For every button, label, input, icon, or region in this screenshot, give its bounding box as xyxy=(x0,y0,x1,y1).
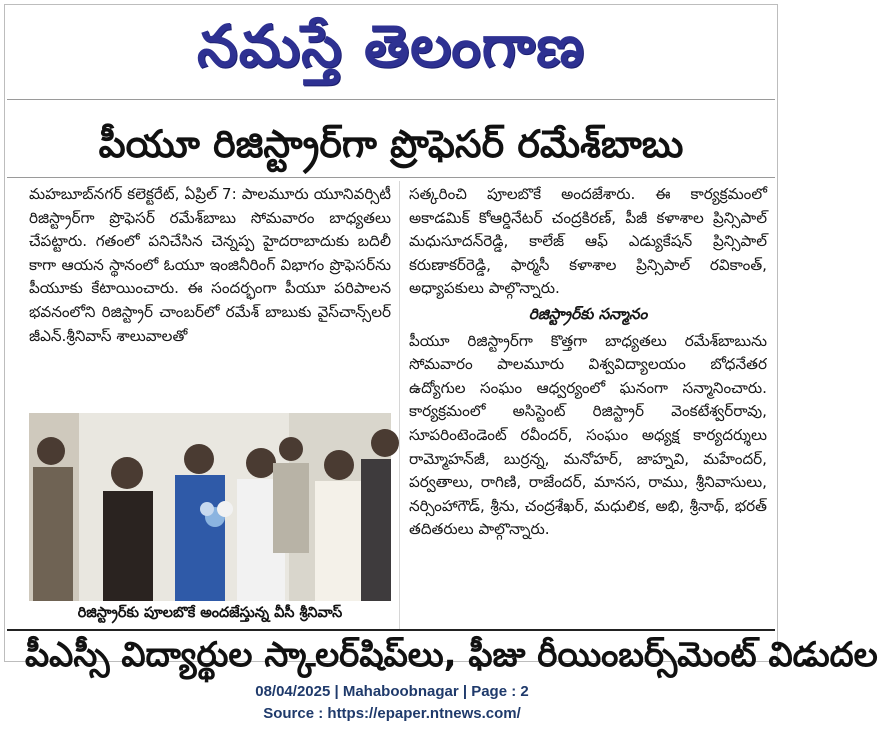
column-divider xyxy=(399,181,400,629)
article-column-left xyxy=(29,183,391,411)
newspaper-clipping xyxy=(4,4,878,675)
footer-source: Source : https://epaper.ntnews.com/ xyxy=(263,705,521,722)
bottom-divider xyxy=(7,629,775,631)
headline-divider xyxy=(7,177,775,178)
article-headline: పీయూ రిజిస్ట్రార్‌గా ప్రొఫెసర్ రమేశ్‌బాబు xyxy=(98,122,684,166)
article-body-left: మహబూబ్‌నగర్ కలెక్టరేట్, ఏప్రిల్ 7: పాలమూరు యూనివర్సిటీ రిజిస్ట్రార్‌గా ప్రొఫెసర్ రమేశ్‌బాబు సోమవారం బాధ్యతలు చేపట్టారు. గతంలో పనిచేసిన చెన్నప్ప హైదరాబాదుకు బదిలీ కాగా ఆయన స్థానంలో ఓయూ ఇంజినీరింగ్ విభాగం ప్రొఫెసర్‌ను పీయూకు కేటాయించారు. ఈ సందర్భంగా పీయూ పరిపాలన భవనంలోని రిజిస్ట్రార్ చాంబర్‌లో రమేశ్ బాబుకు వైస్‌చాన్స్‌లర్ జీఎన్.శ్రీనివాస్ శాలువాలతో xyxy=(29,185,391,345)
footer-date-edition-page: 08/04/2025 | Mahaboobnagar | Page : 2 xyxy=(255,683,529,700)
masthead xyxy=(5,5,777,97)
group-photo-illustration xyxy=(29,413,391,601)
article-subheading: రిజిస్ట్రార్‌కు సన్మానం xyxy=(528,304,648,323)
next-article-headline-cropped: పీఎస్సీ విద్యార్థుల స్కాలర్‌షిప్‌లు, ఫీజు రీయింబర్స్‌మెంట్ విడుదల xyxy=(25,635,878,675)
masthead-divider xyxy=(7,99,775,100)
newspaper-name: నమస్తే తెలంగాణ xyxy=(197,12,585,80)
article-body-right-part1: సత్కరించి పూలబొకే అందజేశారు. ఈ కార్యక్రమంలో అకాడమిక్ కోఆర్డినేటర్ చంద్రకిరణ్, పీజీ కళాశాల ప్రిన్సిపాల్ మధుసూదన్‌రెడ్డి, కాలేజ్ ఆఫ్ ఎడ్యుకేషన్ ప్రిన్సిపాల్ కరుణాకర్‌రెడ్డి, ఫార్మసీ కళాశాల ప్రిన్సిపాల్ రవికాంత్, అధ్యాపకులు పాల్గొన్నారు. xyxy=(409,185,767,298)
photo-caption: రిజిస్ట్రార్‌కు పూలబొకే అందజేస్తున్న వీసీ శ్రీనివాస్ xyxy=(77,605,343,621)
article-body-right-part2: పీయూ రిజిస్ట్రార్‌గా కొత్తగా బాధ్యతలు రమేశ్‌బాబును సోమవారం పాలమూరు విశ్వవిద్యాలయం బోధనేతర ఉద్యోగుల సంఘం ఆధ్వర్యంలో ఘనంగా సన్మానించారు. కార్యక్రమంలో అసిస్టెంట్ రిజిస్ట్రార్ వెంకటేశ్వర్‌రావు, సూపరింటెండెంట్ రవీందర్, సంఘం అధ్యక్ష కార్యదర్శులు రామ్మోహన్‌జీ, బుర్రన్న, మనోహర్, జాహ్నవి, మహేందర్, పర్వతాలు, రాగిణి, రాజేందర్, మానస, రాము, శ్రీనివాసులు, నర్సింహాగౌడ్, శ్రీను, చంద్రశేఖర్, మధులిక, అభి, శ్రీనాథ్, భరత్ తదితరులు పాల్గొన్నారు. xyxy=(409,331,767,539)
article-column-right xyxy=(409,183,767,623)
article-photo xyxy=(29,413,391,601)
